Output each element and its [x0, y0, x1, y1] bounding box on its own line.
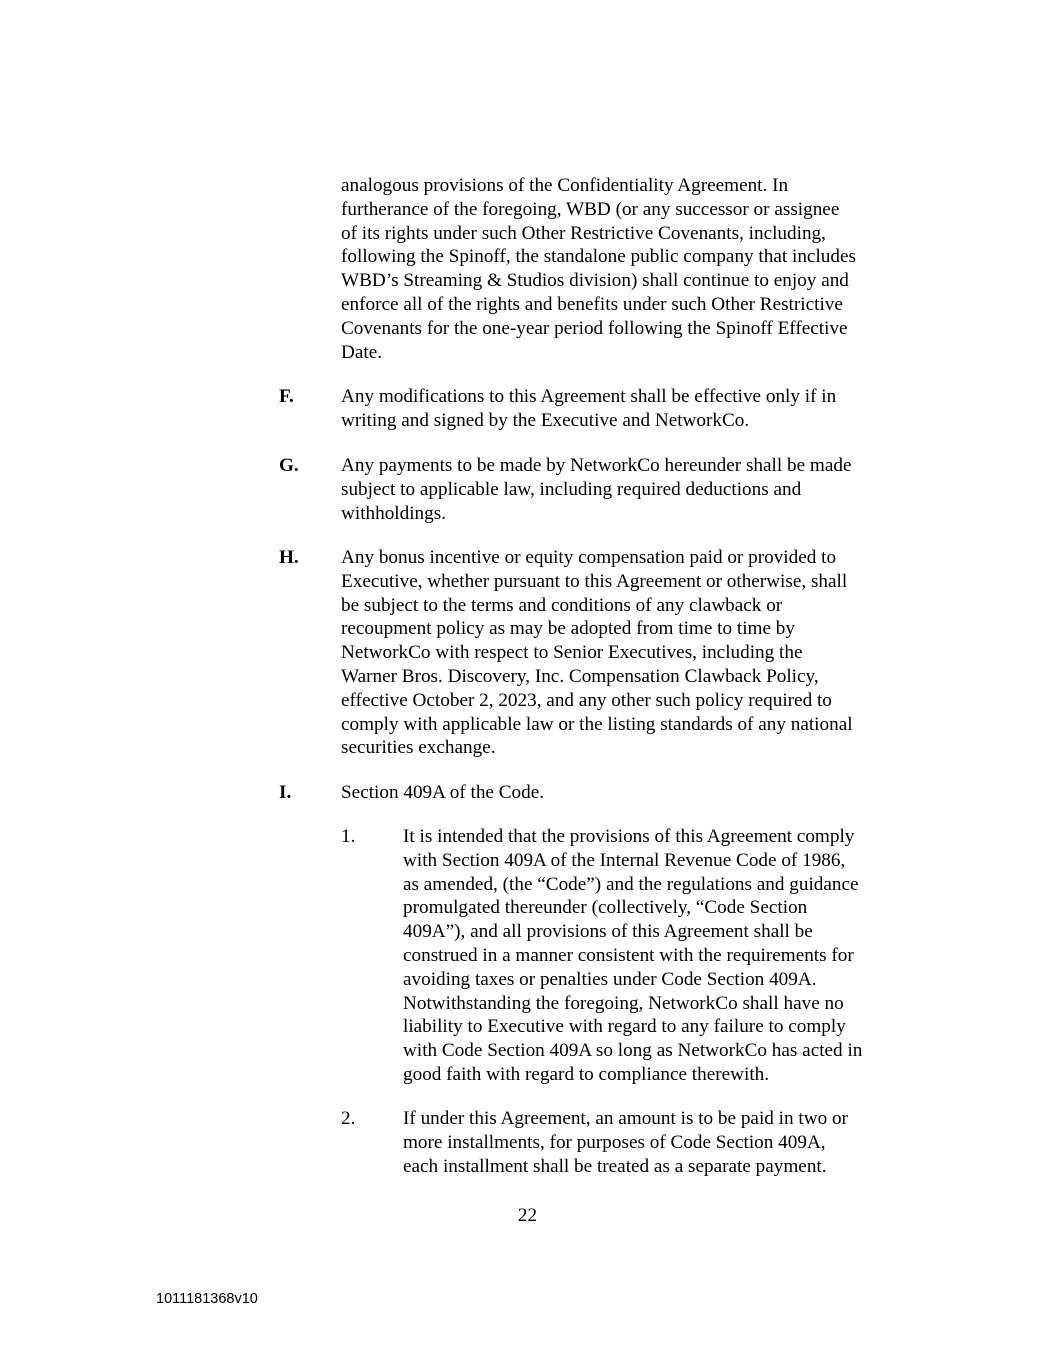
- text-line: with Section 409A of the Internal Revenue Code of 1986,: [403, 849, 846, 871]
- text-line: as amended, (the “Code”) and the regulations and guidance: [403, 873, 859, 895]
- text-line: analogous provisions of the Confidentiality Agreement. In: [341, 175, 789, 196]
- text-line: 409A”), and all provisions of this Agreement shall be: [403, 921, 813, 943]
- text-line: furtherance of the foregoing, WBD (or any successor or assignee: [341, 198, 840, 220]
- section-label-i: I.: [279, 782, 292, 803]
- text-line: securities exchange.: [341, 737, 496, 759]
- text-line: Any payments to be made by NetworkCo hereunder shall be made: [341, 455, 852, 476]
- text-line: Executive, whether pursuant to this Agreement or otherwise, shall: [341, 570, 848, 592]
- text-line: following the Spinoff, the standalone public company that includes: [341, 246, 856, 268]
- text-line: Date.: [341, 341, 383, 363]
- text-line: each installment shall be treated as a separate payment.: [403, 1155, 827, 1177]
- text-line: avoiding taxes or penalties under Code Section 409A.: [403, 968, 817, 990]
- page-number: 22: [517, 1205, 538, 1226]
- section-label-h: H.: [279, 547, 299, 568]
- text-line: Section 409A of the Code.: [341, 782, 545, 803]
- text-line: Any bonus incentive or equity compensation paid or provided to: [341, 547, 837, 568]
- text-line: liability to Executive with regard to any failure to comply: [403, 1016, 846, 1038]
- text-line: Covenants for the one-year period following the Spinoff Effective: [341, 317, 848, 339]
- section-g-paragraph: [341, 454, 911, 525]
- text-line: with Code Section 409A so long as NetworkCo has acted in: [403, 1040, 863, 1062]
- text-line: Any modifications to this Agreement shall be effective only if in: [341, 386, 837, 407]
- text-line: If under this Agreement, an amount is to be paid in two or: [403, 1108, 848, 1129]
- text-line: comply with applicable law or the listing standards of any national: [341, 713, 853, 735]
- section-h-paragraph: [341, 546, 911, 760]
- subsection-2-paragraph: [403, 1107, 913, 1178]
- text-line: effective October 2, 2023, and any other such policy required to: [341, 689, 832, 711]
- text-line: It is intended that the provisions of this Agreement comply: [403, 826, 855, 847]
- text-line: promulgated thereunder (collectively, “Code Section: [403, 897, 808, 919]
- text-line: WBD’s Streaming & Studios division) shall continue to enjoy and: [341, 270, 849, 292]
- text-line: writing and signed by the Executive and NetworkCo.: [341, 409, 750, 431]
- text-line: enforce all of the rights and benefits under such Other Restrictive: [341, 293, 843, 315]
- subsection-label-1: 1.: [341, 826, 356, 847]
- text-line: Notwithstanding the foregoing, NetworkCo shall have no: [403, 992, 844, 1014]
- text-line: Warner Bros. Discovery, Inc. Compensation Clawback Policy,: [341, 665, 819, 687]
- text-line: recoupment policy as may be adopted from time to time by: [341, 618, 795, 640]
- text-line: construed in a manner consistent with the requirements for: [403, 944, 854, 966]
- text-line: NetworkCo with respect to Senior Executives, including the: [341, 642, 803, 664]
- section-label-f: F.: [279, 386, 294, 407]
- text-line: withholdings.: [341, 502, 447, 524]
- text-line: of its rights under such Other Restrictive Covenants, including,: [341, 222, 826, 244]
- subsection-label-2: 2.: [341, 1108, 356, 1129]
- text-line: more installments, for purposes of Code Section 409A,: [403, 1131, 826, 1153]
- continuation-paragraph: [341, 174, 911, 364]
- section-i-heading: [341, 781, 911, 805]
- section-label-g: G.: [279, 455, 299, 476]
- text-line: good faith with regard to compliance therewith.: [403, 1063, 770, 1085]
- subsection-1-paragraph: [403, 825, 913, 1087]
- text-line: be subject to the terms and conditions of any clawback or: [341, 594, 783, 616]
- document-id: 1011181368v10: [156, 1291, 258, 1307]
- section-f-paragraph: [341, 385, 911, 433]
- text-line: subject to applicable law, including required deductions and: [341, 478, 802, 500]
